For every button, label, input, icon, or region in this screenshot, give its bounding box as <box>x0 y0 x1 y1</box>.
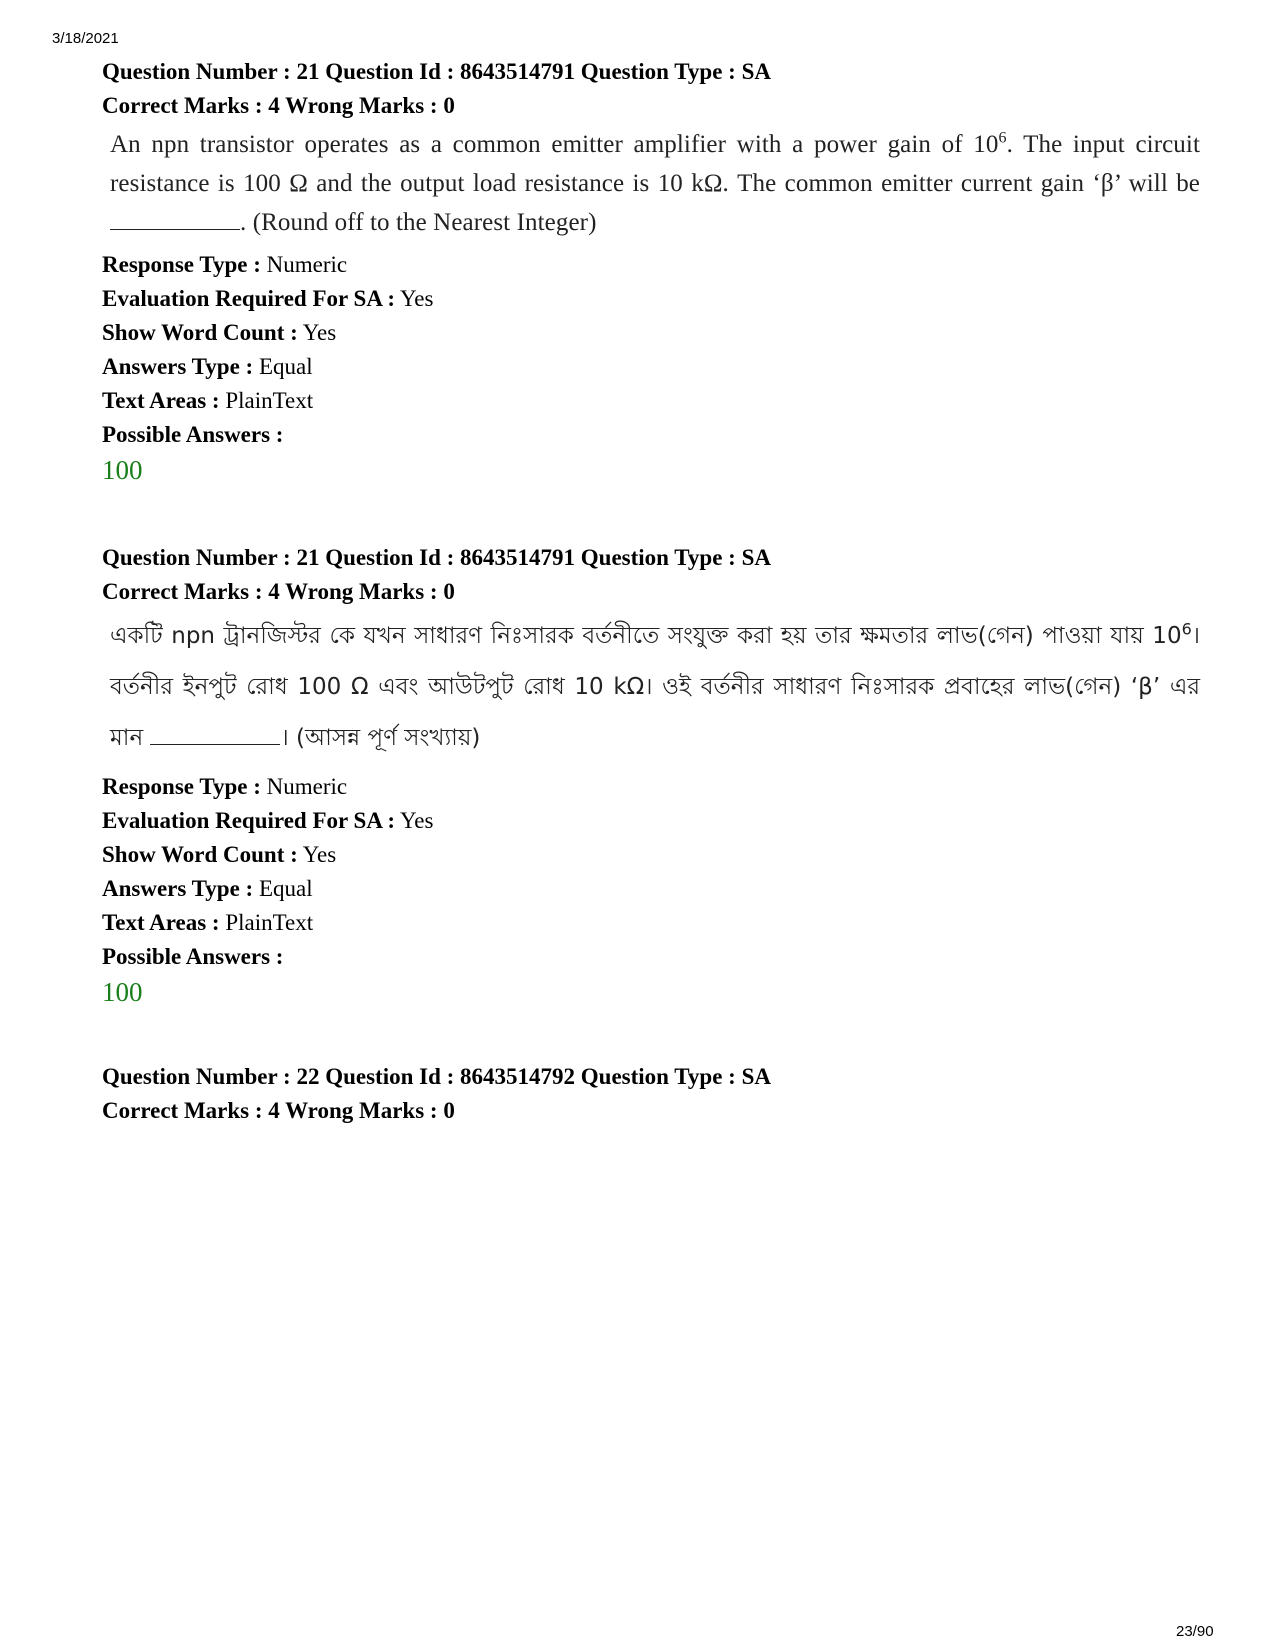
meta-show-word-count <box>102 316 1202 350</box>
meta-value: Yes <box>400 808 434 833</box>
question-stem <box>110 611 1200 764</box>
possible-answer: 100 <box>102 455 143 485</box>
meta-value: Yes <box>400 286 434 311</box>
meta-label: Evaluation Required For SA : <box>102 808 396 833</box>
question-block-21-bengali <box>102 541 1202 1010</box>
stem-text: । বর্তনীর ইনপুট রোধ 100 Ω এবং আউটপুট রোধ 10 kΩ। ওই বর্তনীর সাধারণ নিঃসারক প্রবাহের লাভ(গেন) ‘β’ এর মান <box>110 623 1200 751</box>
question-block-22 <box>102 1060 1202 1128</box>
stem-exponent: 6 <box>1181 619 1192 639</box>
question-meta <box>102 248 1202 488</box>
meta-value: PlainText <box>225 388 314 413</box>
meta-possible-answers <box>102 940 1202 974</box>
stem-text: . The input circuit resistance is 100 Ω and the output load resistance is 10 kΩ. The common emitter current gain ‘β’ will be <box>110 131 1201 197</box>
meta-value: Numeric <box>266 252 348 277</box>
meta-text-areas <box>102 384 1202 418</box>
meta-show-word-count <box>102 838 1202 872</box>
question-header: Question Number : 21 Question Id : 8643514791 Question Type : SA <box>102 59 771 84</box>
stem-exponent: 6 <box>998 129 1007 147</box>
stem-text: . (Round off to the Nearest Integer) <box>240 209 597 236</box>
page-date: 3/18/2021 <box>52 30 119 47</box>
meta-value: Yes <box>302 320 337 345</box>
stem-text: । (আসন্ন পূর্ণ সংখ্যায়) <box>280 725 481 751</box>
meta-label: Show Word Count : <box>102 320 298 345</box>
question-block-21-english <box>102 55 1202 488</box>
meta-label: Possible Answers : <box>102 944 284 969</box>
answer-blank <box>110 209 240 230</box>
question-meta <box>102 770 1202 1010</box>
meta-value: Yes <box>302 842 337 867</box>
answer-blank <box>150 724 280 745</box>
meta-label: Response Type : <box>102 252 261 277</box>
page-number: 23/90 <box>1176 1623 1214 1640</box>
meta-evaluation-required <box>102 804 1202 838</box>
marks-line: Correct Marks : 4 Wrong Marks : 0 <box>102 1098 455 1123</box>
meta-evaluation-required <box>102 282 1202 316</box>
meta-label: Text Areas : <box>102 910 220 935</box>
meta-label: Answers Type : <box>102 876 254 901</box>
meta-label: Possible Answers : <box>102 422 284 447</box>
question-header: Question Number : 21 Question Id : 8643514791 Question Type : SA <box>102 545 771 570</box>
meta-value: Equal <box>258 354 313 379</box>
stem-text: An npn transistor operates as a common emitter amplifier with a power gain of 10 <box>110 131 999 158</box>
meta-value: Numeric <box>266 774 348 799</box>
meta-answers-type <box>102 872 1202 906</box>
meta-label: Answers Type : <box>102 354 254 379</box>
meta-label: Response Type : <box>102 774 261 799</box>
meta-label: Show Word Count : <box>102 842 298 867</box>
question-stem <box>110 125 1200 242</box>
meta-answers-type <box>102 350 1202 384</box>
meta-possible-answers <box>102 418 1202 452</box>
marks-line: Correct Marks : 4 Wrong Marks : 0 <box>102 93 455 118</box>
meta-label: Text Areas : <box>102 388 220 413</box>
meta-value: PlainText <box>225 910 314 935</box>
marks-line: Correct Marks : 4 Wrong Marks : 0 <box>102 579 455 604</box>
stem-text: একটি npn ট্রানজিস্টর কে যখন সাধারণ নিঃসারক বর্তনীতে সংযুক্ত করা হয় তার ক্ষমতার লাভ(গেন) পাওয়া যায় 10 <box>110 623 1182 649</box>
meta-response-type <box>102 248 1202 282</box>
meta-label: Evaluation Required For SA : <box>102 286 396 311</box>
meta-value: Equal <box>258 876 313 901</box>
meta-response-type <box>102 770 1202 804</box>
question-header: Question Number : 22 Question Id : 8643514792 Question Type : SA <box>102 1064 771 1089</box>
meta-text-areas <box>102 906 1202 940</box>
possible-answer: 100 <box>102 977 143 1007</box>
